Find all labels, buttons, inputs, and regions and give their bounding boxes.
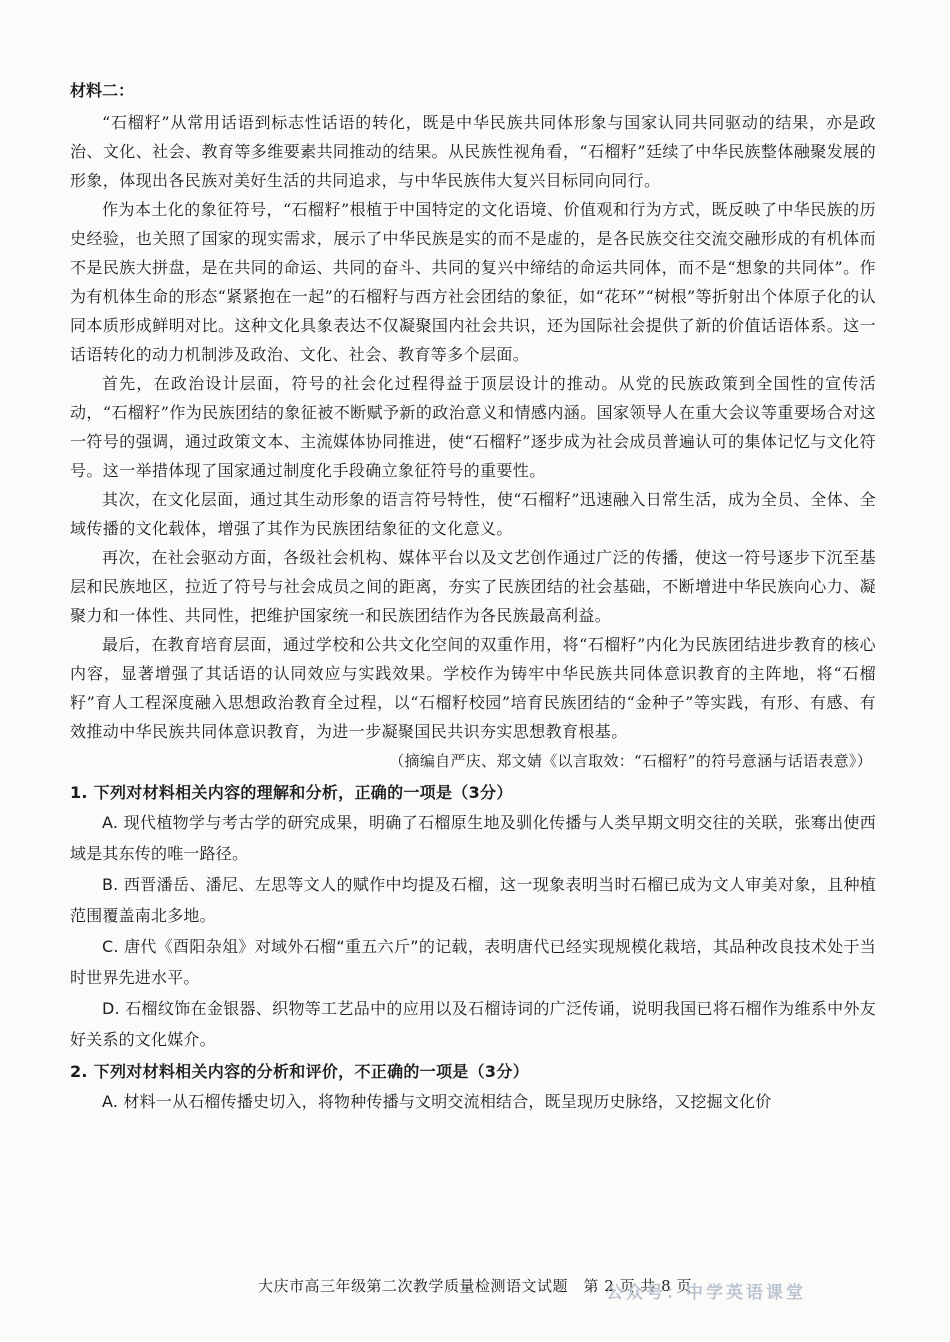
paragraph-6: 最后，在教育培育层面，通过学校和公共文化空间的双重作用，将“石榴籽”内化为民族团结进步教育的核心内容，显著增强了其话语的认同效应与实践效果。学校作为铸牢中华民族共同体意识教育的主阵地，将“石榴籽”育人工程深度融入思想政治教育全过程，以“石榴籽校园”培育民族团结的“金种子”等实践，有形、有感、有效推动中华民族共同体意识教育，为进一步凝聚国民共识夯实思想教育根基。 — [70, 635, 876, 741]
material-heading: 材料二： — [70, 81, 135, 100]
question-1-option-c: C. 唐代《酉阳杂俎》对域外石榴“重五六斤”的记载，表明唐代已经实现规模化栽培，其品种改良技术处于当时世界先进水平。 — [70, 937, 876, 987]
paragraph-3: 首先，在政治设计层面，符号的社会化过程得益于顶层设计的推动。从党的民族政策到全国性的宣传活动，“石榴籽”作为民族团结的象征被不断赋予新的政治意义和情感内涵。国家领导人在重大会议等重要场合对这一符号的强调，通过政策文本、主流媒体协同推进，使“石榴籽”逐步成为社会成员普遍认可的集体记忆与文化符号。这一举措体现了国家通过制度化手段确立象征符号的重要性。 — [70, 374, 876, 480]
question-2-option-a: A. 材料一从石榴传播史切入，将物种传播与文明交流相结合，既呈现历史脉络，又挖掘文化价 — [102, 1092, 772, 1111]
question-1-option-b: B. 西晋潘岳、潘尼、左思等文人的赋作中均提及石榴，这一现象表明当时石榴已成为文人审美对象，且种植范围覆盖南北多地。 — [70, 875, 876, 925]
question-1-stem: 1. 下列对材料相关内容的理解和分析，正确的一项是（3分） — [70, 783, 513, 802]
paragraph-2: 作为本土化的象征符号，“石榴籽”根植于中国特定的文化语境、价值观和行为方式，既反映了中华民族的历史经验，也关照了国家的现实需求，展示了中华民族是实的而不是虚的，是各民族交往交流交融形成的有机体而不是民族大拼盘，是在共同的命运、共同的奋斗、共同的复兴中缔结的命运共同体，而不是“想象的共同体”。作为有机体生命的形态“紧紧抱在一起”的石榴籽与西方社会团结的象征，如“花环”“树根”等折射出个体原子化的认同本质形成鲜明对比。这种文化具象表达不仅凝聚国内社会共识，还为国际社会提供了新的价值话语体系。这一话语转化的动力机制涉及政治、文化、社会、教育等多个层面。 — [70, 200, 876, 364]
watermark: 公众号：中学英语课堂 — [606, 1283, 806, 1303]
page-footer: 大庆市高三年级第二次教学质量检测语文试题 第 2 页 共 8 页 — [258, 1277, 692, 1295]
question-2-stem: 2. 下列对材料相关内容的分析和评价，不正确的一项是（3分） — [70, 1062, 529, 1081]
question-1-option-a: A. 现代植物学与考古学的研究成果，明确了石榴原生地及驯化传播与人类早期文明交往的关联，张骞出使西域是其东传的唯一路径。 — [70, 813, 876, 863]
question-1-option-d: D. 石榴纹饰在金银器、织物等工艺品中的应用以及石榴诗词的广泛传诵，说明我国已将石榴作为维系中外友好关系的文化媒介。 — [70, 999, 876, 1049]
paragraph-4: 其次，在文化层面，通过其生动形象的语言符号特性，使“石榴籽”迅速融入日常生活，成为全员、全体、全域传播的文化载体，增强了其作为民族团结象征的文化意义。 — [70, 490, 876, 538]
exam-page — [70, 78, 876, 1117]
source-citation: （摘编自严庆、郑文婧《以言取效：“石榴籽”的符号意涵与话语表意》） — [389, 752, 872, 770]
paragraph-5: 再次，在社会驱动方面，各级社会机构、媒体平台以及文艺创作通过广泛的传播，使这一符号逐步下沉至基层和民族地区，拉近了符号与社会成员之间的距离，夯实了民族团结的社会基础，不断增进中华民族向心力、凝聚力和一体性、共同性，把维护国家统一和民族团结作为各民族最高利益。 — [70, 548, 876, 625]
paragraph-1: “石榴籽”从常用话语到标志性话语的转化，既是中华民族共同体形象与国家认同共同驱动的结果，亦是政治、文化、社会、教育等多维要素共同推动的结果。从民族性视角看，“石榴籽”廷续了中华民族整体融聚发展的形象，体现出各民族对美好生活的共同追求，与中华民族伟大复兴目标同向同行。 — [70, 113, 876, 190]
